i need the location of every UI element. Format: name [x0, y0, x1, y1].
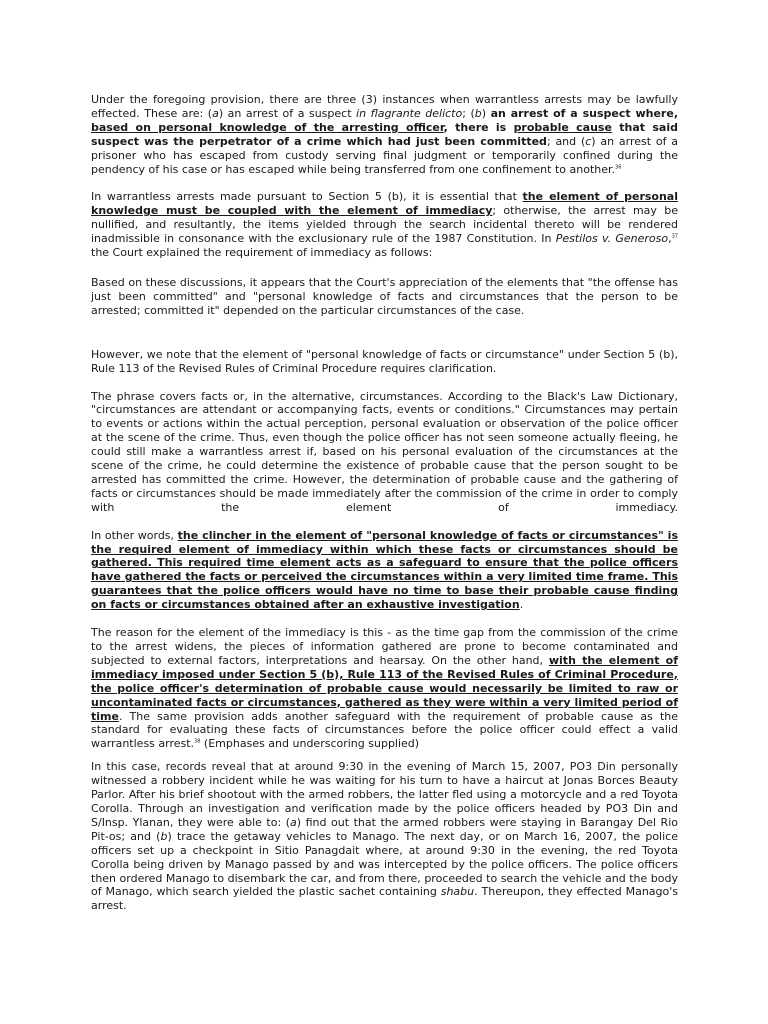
bold-underlined-text: the clincher in the element of "personal knowledge of facts or circumstances" is the required element of immediacy within which these facts or circumstances should be gathered. This required time element acts as a safeguard to ensure that the police officers have gathered the facts or perceived the circumstances within a very limited time frame. This guarantees that the police officers would have no time to base their probable cause finding on facts or circumstances obtained after an exhaustive investigation: [91, 528, 679, 612]
text: ; otherwise, the arrest may be nullified, and resultantly, the items yielded through the search incidental thereto will be rendered inadmissible in consonance with the exclusionary rule of the 1987 Constitution. In: [91, 204, 678, 246]
text: . Thereupon, they effected Manago's arrest.: [91, 885, 678, 913]
paragraph-2: [91, 190, 678, 260]
bold-text: that said suspect was the perpetrator of a crime which had just been committed: [91, 120, 678, 148]
text: ; and (: [546, 134, 586, 148]
bold-underlined-text: the element of personal knowledge must be coupled with the element of immediacy: [91, 190, 678, 218]
case-name: Pestilos v. Generoso: [555, 232, 669, 246]
text: In this case, records reveal that at around 9:30 in the evening of March 15, 2007, PO3 Din personally witnessed a robbery incident while he was waiting for his turn to have a haircut at Jonas Borces Beauty Parlor. After his brief shootout with the armed robbers, the latter fled using a motorcycle and a red Toyota Corolla. Through an investigation and verification made by the police officers headed by PO3 Din and S/Insp. Ylanan, they were able to: (: [91, 760, 678, 829]
text: . The same provision adds another safeguard with the requirement of probable cause as the standard for evaluating these facts of circumstances before the police officer could effect a valid warrantless arrest.: [91, 709, 678, 751]
text: ) trace the getaway vehicles to Manago. The next day, or on March 16, 2007, the police officers set up a checkpoint in Sitio Panagdait where, at around 9:30 in the evening, the red Toyota Corolla being driven by Manago passed by and was intercepted by the police officers. The police officers then ordered Manago to disembark the car, and from there, proceeded to search the vehicle and the body of Manago, which search yielded the plastic sachet containing: [91, 829, 678, 899]
paragraph-6: [91, 529, 678, 612]
text: ): [481, 106, 491, 120]
paragraph-5: The phrase covers facts or, in the alternative, circumstances. According to the Black's Law Dictionary, "circumstances are attendant or accompanying facts, events or conditions." Circumstances may pertain to events or actions within the actual perception, personal evaluation or observation of the police officer at the scene of the crime. Thus, even though the police officer has not seen someone actually fleeing, he could still make a warrantless arrest if, based on his personal evaluation of the circumstances at the scene of the crime, he could determine the existence of probable cause that the person sought to be arrested has committed the crime. However, the determination of probable cause and the gathering of facts or circumstances should be made immediately after the commission of the crime in order to comply with the element of immediacy.: [91, 389, 678, 514]
document-page: [91, 93, 678, 913]
bold-underlined-text: probable cause: [513, 120, 612, 134]
text: .: [519, 598, 524, 612]
text: Under the foregoing provision, there are three (3) instances when warrantless arrests may be lawfully effected. These are: (: [91, 93, 678, 120]
text: ) an arrest of a prisoner who has escaped from custody serving final judgment or temporarily confined during the pendency of his case or has escaped while being transferred from one confinement to another.: [91, 134, 679, 176]
bold-underlined-text: with the element of immediacy imposed under Section 5 (b), Rule 113 of the Revised Rules of Criminal Procedure, the police officer's determination of probable cause would necessarily be limited to raw or uncontaminated facts or circumstances, gathered as they were within a very limited period of time: [91, 653, 679, 723]
paragraph-1: [91, 93, 678, 176]
text: shabu: [440, 885, 475, 899]
paragraph-7: [91, 626, 678, 751]
paragraph-8: [91, 760, 678, 913]
text: ; (: [462, 106, 475, 120]
bold-underlined-text: based on personal knowledge of the arresting officer: [91, 120, 444, 134]
text: the Court explained the requirement of immediacy as follows:: [91, 246, 433, 260]
text: ) an arrest of a suspect: [218, 106, 357, 120]
text: a: [212, 106, 219, 120]
footnote-ref: 38: [194, 738, 201, 745]
bold-text: an arrest of a suspect where,: [490, 106, 678, 120]
text: (Emphases and underscoring supplied): [200, 737, 420, 751]
text: ,: [668, 232, 672, 246]
paragraph-4: However, we note that the element of "personal knowledge of facts or circumstance" under Section 5 (b), Rule 113 of the Revised Rules of Criminal Procedure requires clarification.: [91, 347, 678, 375]
text: ) find out that the armed robbers were staying in Barangay Del Rio Pit-os; and (: [91, 815, 678, 843]
text: In other words,: [91, 528, 178, 542]
text: b: [474, 106, 482, 120]
footnote-ref: 36: [615, 163, 622, 170]
text: b: [160, 829, 168, 843]
latin-phrase: in flagrante delicto: [356, 106, 463, 120]
text: In warrantless arrests made pursuant to Section 5 (b), it is essential that: [91, 190, 523, 204]
paragraph-3: Based on these discussions, it appears that the Court's appreciation of the elements that "the offense has just been committed" and "personal knowledge of facts and circumstances that the person to be arrested; committed it" depended on the particular circumstances of the case.: [91, 275, 678, 317]
text: a: [290, 815, 297, 829]
text: c: [585, 134, 592, 148]
bold-text: , there is: [443, 120, 514, 134]
footnote-ref: 37: [671, 233, 678, 240]
text: The reason for the element of the immediacy is this - as the time gap from the commission of the crime to the arrest widens, the pieces of information gathered are prone to become contaminated and subjected to external factors, interpretations and hearsay. On the other hand,: [91, 626, 678, 667]
